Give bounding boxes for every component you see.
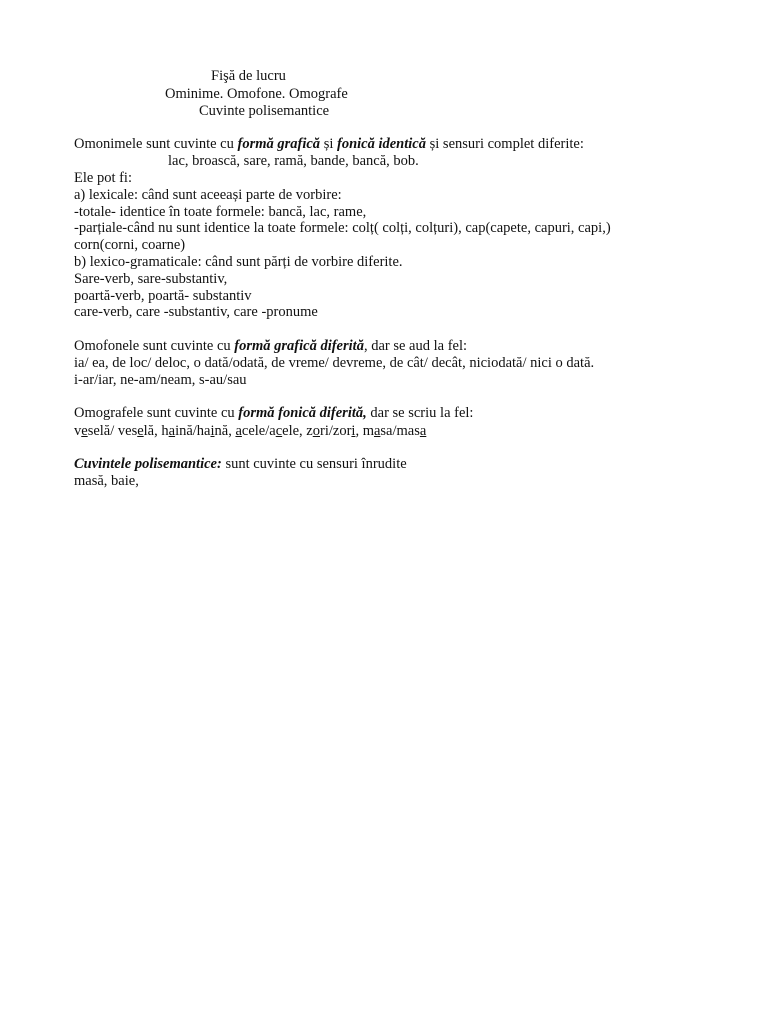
omografe-stressed-letter: a xyxy=(373,423,381,439)
omofone-definition xyxy=(74,338,467,355)
omografe-stressed-letter: i xyxy=(210,423,215,439)
omonime-totale: -totale- identice în toate formele: bancă, lac, rame, xyxy=(74,204,367,220)
polisemantice-examples: masă, baie, xyxy=(74,473,139,489)
omografe-text-segment: sa/mas xyxy=(380,423,420,439)
omografe-examples xyxy=(74,423,426,440)
omografe-text-segment: v xyxy=(74,423,82,439)
omofone-after-text: , dar se aud la fel: xyxy=(363,338,468,354)
omonime-example-2: poartă-verb, poartă- substantiv xyxy=(74,288,252,304)
omonime-intro-text: Omonimele sunt cuvinte cu xyxy=(74,136,238,152)
polisemantice-bold-term: Cuvintele polisemantice: xyxy=(74,456,222,472)
omofone-bold-term: formă grafică diferită xyxy=(234,338,364,354)
omofone-intro-text: Omofonele sunt cuvinte cu xyxy=(74,338,235,354)
omografe-text-segment: cele/a xyxy=(241,423,276,439)
worksheet-subtitle: Ominime. Omofone. Omografe xyxy=(165,86,348,102)
omografe-stressed-letter: o xyxy=(312,423,320,439)
polisemantice-definition xyxy=(74,456,407,473)
omonime-lexico-gramaticale: b) lexico-gramaticale: când sunt părți de vorbire diferite. xyxy=(74,254,403,270)
omonime-definition xyxy=(74,136,584,153)
omonime-example-1: Sare-verb, sare-substantiv, xyxy=(74,271,228,287)
omografe-text-segment: , m xyxy=(355,423,374,439)
omografe-bold-term: formă fonică diferită, xyxy=(238,405,367,421)
omografe-after-text: dar se scriu la fel: xyxy=(366,405,474,421)
omonime-partiale-continued: corn(corni, coarne) xyxy=(74,237,186,253)
worksheet-title: Fişă de lucru xyxy=(211,68,286,84)
omonime-after-text: și sensuri complet diferite: xyxy=(426,136,584,152)
omografe-stressed-letter: a xyxy=(419,423,427,439)
omonime-example-3: care-verb, care -substantiv, care -pronume xyxy=(74,304,318,320)
omografe-stressed-letter: c xyxy=(275,423,283,439)
omografe-stressed-letter: a xyxy=(168,423,176,439)
omonime-bold-term-1: formă grafică xyxy=(237,136,321,152)
omografe-text-segment: ele, z xyxy=(282,423,313,439)
omografe-stressed-letter: a xyxy=(235,423,242,439)
polisemantice-after-text: sunt cuvinte cu sensuri înrudite xyxy=(221,456,407,472)
omografe-stressed-letter: e xyxy=(81,423,88,439)
omografe-stressed-letter: e xyxy=(137,423,144,439)
omonime-lexicale: a) lexicale: când sunt aceeași parte de vorbire: xyxy=(74,187,342,203)
omonime-bold-term-2: fonică identică xyxy=(336,136,426,152)
omografe-stressed-letter: i xyxy=(351,423,356,439)
omografe-intro-text: Omografele sunt cuvinte cu xyxy=(74,405,239,421)
omografe-text-segment: ină/ha xyxy=(175,423,211,439)
omonime-types-label: Ele pot fi: xyxy=(74,170,132,186)
omografe-text-segment: nă, xyxy=(214,423,236,439)
omografe-text-segment: selă/ ves xyxy=(87,423,138,439)
omografe-text-segment: lă, h xyxy=(143,423,169,439)
omonime-examples: lac, broască, sare, ramă, bande, bancă, bob. xyxy=(168,153,419,169)
omografe-text-segment: ri/zor xyxy=(320,423,352,439)
omonime-partiale: -parțiale-când nu sunt identice la toate formele: colț( colți, colțuri), cap(capete, capuri, capi,) xyxy=(74,220,611,236)
omografe-definition xyxy=(74,405,473,422)
omonime-mid-text: și xyxy=(320,136,337,152)
omofone-examples-1: ia/ ea, de loc/ deloc, o dată/odată, de vreme/ devreme, de cât/ decât, niciodată/ nici o dată. xyxy=(74,355,595,371)
omofone-examples-2: i-ar/iar, ne-am/neam, s-au/sau xyxy=(74,372,247,388)
worksheet-subtitle-2: Cuvinte polisemantice xyxy=(199,103,330,119)
